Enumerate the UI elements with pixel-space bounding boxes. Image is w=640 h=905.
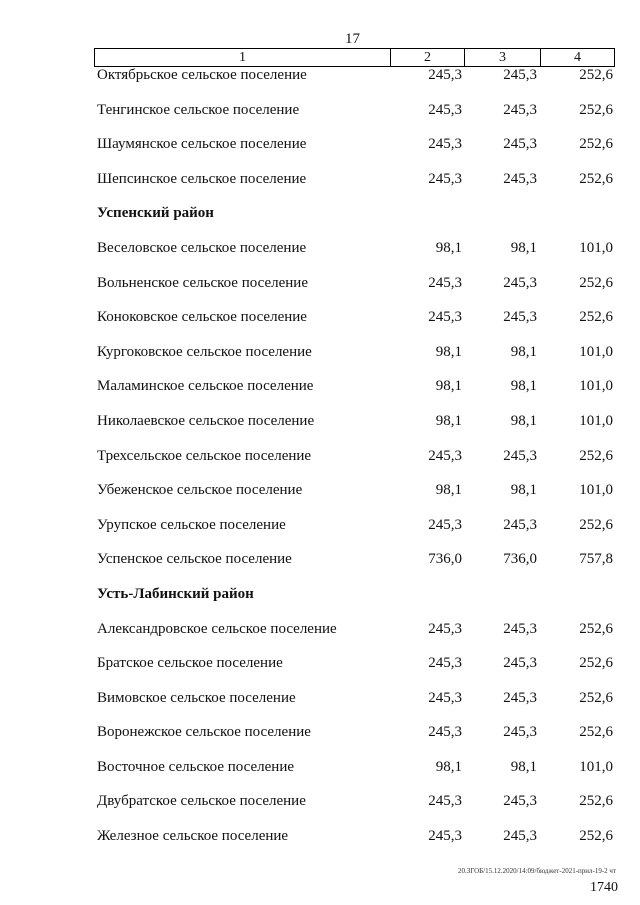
row-name: Маламинское сельское поселение — [97, 378, 314, 395]
value-col-4: 252,6 — [579, 655, 613, 672]
table-row — [0, 476, 640, 511]
value-col-3: 98,1 — [510, 378, 537, 395]
column-header-1: 1 — [95, 49, 391, 67]
row-name: Братское сельское поселение — [97, 655, 283, 672]
table-row — [0, 615, 640, 650]
value-col-2: 245,3 — [428, 828, 462, 845]
row-name: Александровское сельское поселение — [97, 620, 337, 637]
value-col-4: 252,6 — [579, 309, 613, 326]
row-name: Восточное сельское поселение — [97, 758, 295, 775]
table-row — [0, 165, 640, 200]
district-heading: Усть-Лабинский район — [97, 585, 254, 602]
row-name: Урупское сельское поселение — [97, 516, 286, 533]
value-col-4: 101,0 — [579, 482, 613, 499]
value-col-2: 736,0 — [428, 551, 462, 568]
district-heading-row — [0, 580, 640, 615]
column-header-4: 4 — [541, 49, 615, 67]
value-col-2: 98,1 — [435, 239, 462, 256]
value-col-2: 98,1 — [435, 412, 462, 429]
value-col-3: 98,1 — [510, 482, 537, 499]
value-col-3: 98,1 — [510, 343, 537, 360]
value-col-3: 736,0 — [503, 551, 537, 568]
value-col-3: 245,3 — [503, 655, 537, 672]
row-name: Двубратское сельское поселение — [97, 793, 306, 810]
value-col-4: 101,0 — [579, 239, 613, 256]
row-name: Трехсельское сельское поселение — [97, 447, 312, 464]
value-col-2: 98,1 — [435, 482, 462, 499]
value-col-2: 245,3 — [428, 655, 462, 672]
value-col-3: 245,3 — [503, 724, 537, 741]
row-name: Воронежское сельское поселение — [97, 724, 311, 741]
table-row — [0, 269, 640, 304]
value-col-4: 252,6 — [579, 828, 613, 845]
row-name: Октябрьское сельское поселение — [97, 67, 307, 83]
row-name: Железное сельское поселение — [97, 828, 289, 845]
value-col-2: 245,3 — [428, 136, 462, 153]
document-code: 20.ЗГОБ/15.12.2020/14:09/бюджет-2021-прил-19-2 чт — [457, 867, 616, 875]
value-col-2: 245,3 — [428, 170, 462, 187]
table-row — [0, 718, 640, 753]
table-row — [0, 822, 640, 857]
row-name: Успенское сельское поселение — [97, 551, 292, 568]
value-col-4: 252,6 — [579, 274, 613, 291]
value-col-3: 245,3 — [503, 689, 537, 706]
table-row — [0, 407, 640, 442]
table-row — [0, 338, 640, 373]
value-col-2: 245,3 — [428, 724, 462, 741]
row-name: Вольненское сельское поселение — [97, 274, 308, 291]
value-col-3: 245,3 — [503, 516, 537, 533]
value-col-4: 252,6 — [579, 689, 613, 706]
value-col-2: 245,3 — [428, 793, 462, 810]
value-col-4: 252,6 — [579, 447, 613, 464]
value-col-4: 252,6 — [579, 170, 613, 187]
value-col-2: 245,3 — [428, 447, 462, 464]
row-name: Николаевское сельское поселение — [97, 412, 315, 429]
district-heading: Успенский район — [97, 205, 214, 222]
value-col-2: 245,3 — [428, 67, 462, 83]
table-row — [0, 61, 640, 96]
value-col-2: 98,1 — [435, 758, 462, 775]
footer-page-number: 1740 — [590, 880, 618, 895]
value-col-4: 252,6 — [579, 101, 613, 118]
column-header-3: 3 — [465, 49, 541, 67]
column-header-2: 2 — [391, 49, 465, 67]
table-row — [0, 649, 640, 684]
value-col-3: 245,3 — [503, 309, 537, 326]
value-col-3: 245,3 — [503, 101, 537, 118]
row-name: Кургоковское сельское поселение — [97, 343, 312, 360]
value-col-4: 757,8 — [579, 551, 613, 568]
value-col-3: 98,1 — [510, 239, 537, 256]
value-col-3: 245,3 — [503, 170, 537, 187]
value-col-2: 245,3 — [428, 689, 462, 706]
value-col-3: 245,3 — [503, 136, 537, 153]
value-col-4: 252,6 — [579, 620, 613, 637]
district-heading-row — [0, 199, 640, 234]
value-col-2: 98,1 — [435, 343, 462, 360]
row-name: Коноковское сельское поселение — [97, 309, 307, 326]
row-name: Шепсинское сельское поселение — [97, 170, 307, 187]
table-row — [0, 96, 640, 131]
value-col-3: 245,3 — [503, 447, 537, 464]
value-col-4: 252,6 — [579, 67, 613, 83]
table-row — [0, 753, 640, 788]
value-col-2: 245,3 — [428, 516, 462, 533]
value-col-4: 252,6 — [579, 516, 613, 533]
value-col-4: 101,0 — [579, 343, 613, 360]
value-col-3: 245,3 — [503, 67, 537, 83]
value-col-3: 245,3 — [503, 620, 537, 637]
value-col-3: 245,3 — [503, 274, 537, 291]
value-col-3: 98,1 — [510, 412, 537, 429]
row-name: Вимовское сельское поселение — [97, 689, 296, 706]
value-col-2: 245,3 — [428, 274, 462, 291]
value-col-3: 245,3 — [503, 793, 537, 810]
table-row — [0, 511, 640, 546]
table-row — [0, 684, 640, 719]
value-col-4: 101,0 — [579, 378, 613, 395]
value-col-4: 252,6 — [579, 793, 613, 810]
table-row — [0, 130, 640, 165]
value-col-2: 245,3 — [428, 101, 462, 118]
table-row — [0, 787, 640, 822]
row-name: Шаумянское сельское поселение — [97, 136, 307, 153]
table-row — [0, 372, 640, 407]
row-name: Убеженское сельское поселение — [97, 482, 303, 499]
value-col-4: 101,0 — [579, 758, 613, 775]
table-row — [0, 442, 640, 477]
page-number: 17 — [345, 31, 360, 47]
value-col-3: 98,1 — [510, 758, 537, 775]
value-col-4: 101,0 — [579, 412, 613, 429]
row-name: Веселовское сельское поселение — [97, 239, 307, 256]
value-col-4: 252,6 — [579, 724, 613, 741]
row-name: Тенгинское сельское поселение — [97, 101, 300, 118]
value-col-4: 252,6 — [579, 136, 613, 153]
value-col-2: 245,3 — [428, 620, 462, 637]
value-col-2: 98,1 — [435, 378, 462, 395]
table-row — [0, 545, 640, 580]
value-col-2: 245,3 — [428, 309, 462, 326]
settlement-rows — [0, 61, 640, 857]
table-row — [0, 303, 640, 338]
table-row — [0, 234, 640, 269]
value-col-3: 245,3 — [503, 828, 537, 845]
